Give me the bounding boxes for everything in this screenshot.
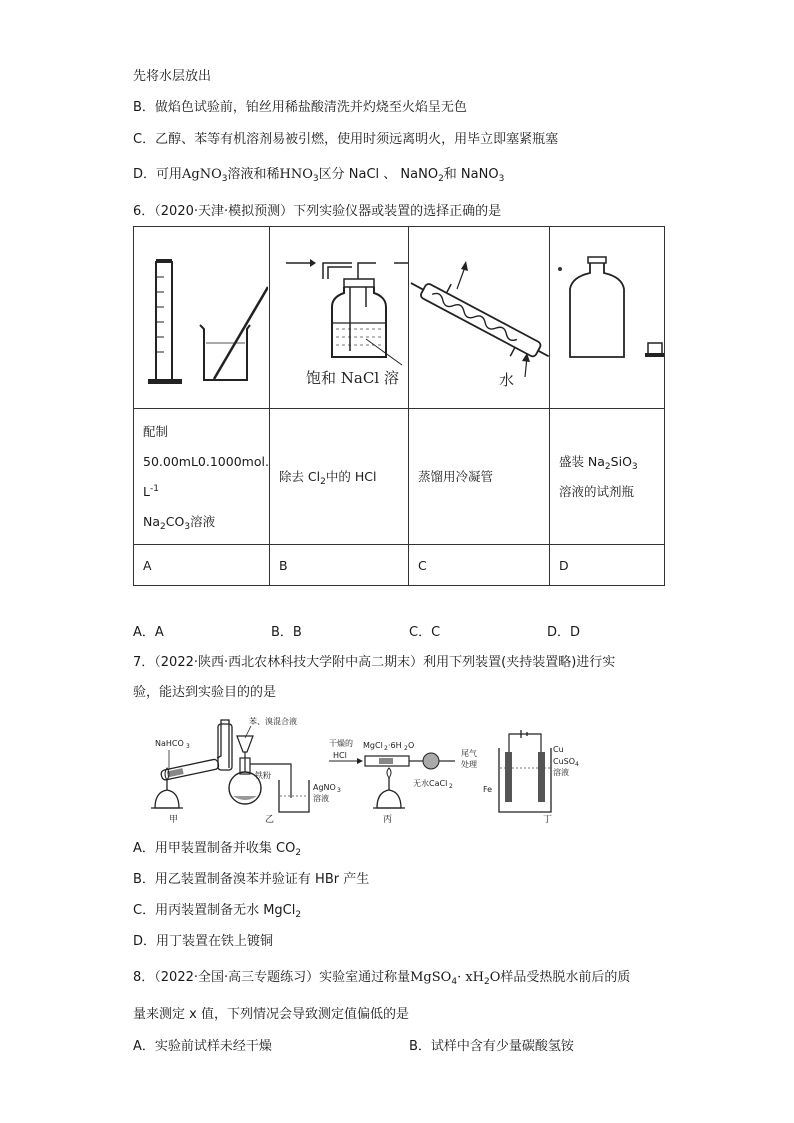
svg-text:HCl: HCl <box>333 751 347 760</box>
q5-continued-text: 先将水层放出 <box>133 69 212 84</box>
svg-text:干燥的: 干燥的 <box>329 739 353 748</box>
q7-stem-line2: 验，能达到实验目的的是 <box>133 685 277 700</box>
q6-stem: 6．（2020·天津·模拟预测）下列实验仪器或装置的选择正确的是 <box>133 204 502 219</box>
q7-option-a: A．用甲装置制备并收集 $CO_2$ <box>133 841 302 858</box>
reagent-bottle-icon <box>550 227 664 404</box>
q6-cell-a-image <box>134 227 270 409</box>
q6-options <box>133 621 693 639</box>
apparatus-jia <box>151 720 232 824</box>
svg-text:尾气: 尾气 <box>461 749 477 758</box>
q8-option-b: B．试样中含有少量碳酸氢铵 <box>409 1039 574 1054</box>
svg-text:甲: 甲 <box>169 815 179 824</box>
svg-text:溶液: 溶液 <box>313 794 329 803</box>
svg-text:4: 4 <box>575 761 579 768</box>
q8-stem-line1: 8．（2022·全国·高三专题练习）实验室通过称量MgSO$_4$· $xH_2O$样品受热脱水前后的质 <box>133 970 631 987</box>
svg-text:溶液: 溶液 <box>553 768 569 777</box>
q8-stem-line2: 量来测定 x 值，下列情况会导致测定值偏低的是 <box>133 1007 409 1022</box>
svg-text:2: 2 <box>404 745 408 752</box>
q6-desc-d: 盛装 $Na_2SiO_3$ 溶液的试剂瓶 <box>549 409 664 545</box>
q6-desc-c: 蒸馏用冷凝管 <box>408 409 549 545</box>
q6-desc-b: 除去 $Cl_2$中的 HCl <box>269 409 408 545</box>
q6-desc-a: 配制 50.00mL0.1000mol. $L^{-1}$ $Na_2CO_3$溶液 <box>134 409 270 545</box>
q6-option-a: A．A <box>133 625 164 640</box>
svg-text:Fe: Fe <box>483 785 493 794</box>
q6-cell-c-image <box>408 227 549 409</box>
q6-cell-d-image <box>549 227 664 409</box>
q6-cell-c-caption: 水 <box>498 371 514 389</box>
graduated-cylinder-beaker-icon <box>134 227 268 404</box>
q5-option-d: D．可用AgNO$_3$溶液和稀$HNO_3$区分 NaCl 、 NaNO$_2$和 NaNO$_3$ <box>133 167 505 184</box>
svg-text:无水CaCl: 无水CaCl <box>413 779 448 788</box>
apparatus-bing <box>329 738 477 824</box>
q6-option-d: D．D <box>547 625 581 640</box>
svg-text:NaHCO: NaHCO <box>155 739 184 748</box>
svg-text:O: O <box>408 741 415 750</box>
q6-label-c: C <box>408 545 549 586</box>
svg-text:AgNO: AgNO <box>313 783 336 792</box>
q6-label-d: D <box>549 545 664 586</box>
svg-text:乙: 乙 <box>265 815 275 824</box>
q5-option-b: B．做焰色试验前，铂丝用稀盐酸清洗并灼烧至火焰呈无色 <box>133 100 467 115</box>
gas-washing-bottle-icon <box>270 227 408 404</box>
q7-option-d: D．用丁装置在铁上镀铜 <box>133 934 274 949</box>
svg-text:苯、溴混合液: 苯、溴混合液 <box>249 717 297 726</box>
q7-option-c: C．用丙装置制备无水 MgCl$_2$ <box>133 903 302 920</box>
q6-label-a: A <box>134 545 270 586</box>
svg-text:2: 2 <box>384 745 388 752</box>
svg-text:丁: 丁 <box>543 815 553 824</box>
svg-text:Cu: Cu <box>553 745 564 754</box>
condenser-icon <box>409 227 549 404</box>
svg-text:铁粉: 铁粉 <box>255 771 271 780</box>
q6-option-b: B．B <box>271 625 302 640</box>
svg-text:3: 3 <box>337 787 341 794</box>
q5-option-c: C．乙醇、苯等有机溶剂易被引燃，使用时须远离明火，用毕立即塞紧瓶塞 <box>133 132 559 147</box>
q7-option-b: B．用乙装置制备溴苯并验证有 HBr 产生 <box>133 872 370 887</box>
q6-label-b: B <box>269 545 408 586</box>
q6-option-c: C．C <box>409 625 441 640</box>
apparatus-yi <box>229 716 341 824</box>
apparatus-ding <box>483 730 579 824</box>
svg-text:MgCl: MgCl <box>363 741 383 750</box>
svg-text:3: 3 <box>186 743 190 750</box>
svg-text:2: 2 <box>449 783 453 790</box>
q6-cell-b-caption: 饱和 NaCl 溶 <box>305 369 399 387</box>
q6-cell-b-image <box>269 227 408 409</box>
svg-text:处理: 处理 <box>461 760 477 769</box>
q6-apparatus-table <box>133 226 665 586</box>
q7-stem-line1: 7．（2022·陕西·西北农林科技大学附中高二期末）利用下列装置(夹持装置略)进行实 <box>133 655 616 670</box>
svg-text:·6H: ·6H <box>388 741 402 750</box>
q7-apparatus-figure <box>133 712 613 824</box>
svg-text:丙: 丙 <box>383 815 393 824</box>
svg-text:CuSO: CuSO <box>553 757 576 766</box>
q8-option-a: A．实验前试样未经干燥 <box>133 1039 272 1054</box>
